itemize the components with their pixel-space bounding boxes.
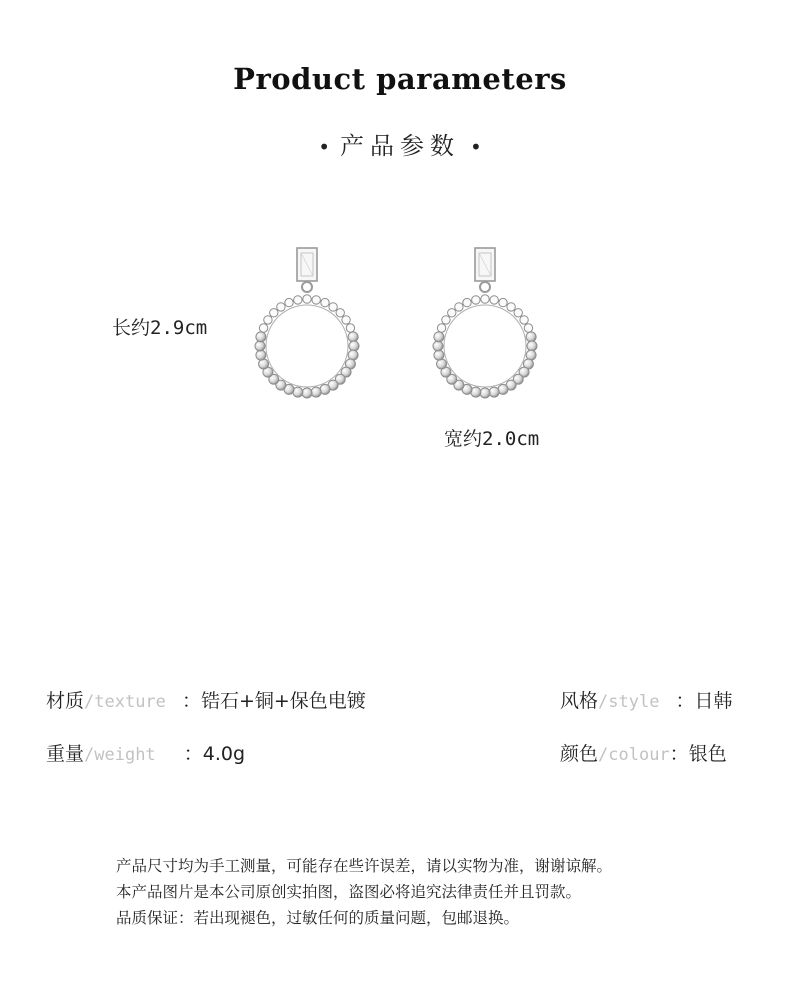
param-label-en: /style xyxy=(598,692,660,712)
notes-block xyxy=(116,853,612,931)
param-label: 颜色 xyxy=(560,743,599,765)
param-colour xyxy=(560,739,727,766)
param-label: 重量 xyxy=(46,743,85,765)
param-value: 4.0g xyxy=(202,743,246,765)
param-weight xyxy=(46,739,245,766)
param-separator: ： xyxy=(181,690,201,712)
param-label-en: /colour xyxy=(598,745,670,765)
param-separator: ： xyxy=(669,743,689,765)
subtitle-text: 产品参数 xyxy=(340,132,460,160)
bullet-left: • xyxy=(318,135,330,159)
param-label: 风格 xyxy=(560,690,599,712)
param-label: 材质 xyxy=(46,690,85,712)
param-style xyxy=(560,686,733,713)
earring-right-image xyxy=(431,245,541,405)
param-label-en: /weight xyxy=(84,745,156,765)
param-separator: ： xyxy=(675,690,695,712)
width-label: 宽约2.0cm xyxy=(444,428,540,450)
note-line: 本产品图片是本公司原创实拍图，盗图必将追究法律责任并且罚款。 xyxy=(116,883,582,901)
page-title: Product parameters xyxy=(233,62,567,96)
param-value: 银色 xyxy=(688,743,727,765)
param-value: 锆石+铜+保色电镀 xyxy=(200,690,366,712)
param-texture xyxy=(46,686,366,713)
length-label: 长约2.9cm xyxy=(112,317,208,339)
note-line: 产品尺寸均为手工测量，可能存在些许误差，请以实物为准，谢谢谅解。 xyxy=(116,857,613,875)
param-value: 日韩 xyxy=(694,690,733,712)
note-line: 品质保证：若出现褪色，过敏任何的质量问题，包邮退换。 xyxy=(116,909,520,927)
section-subtitle xyxy=(0,126,800,161)
param-separator: ： xyxy=(183,743,203,765)
param-label-en: /texture xyxy=(84,692,166,712)
bullet-right: • xyxy=(470,135,482,159)
earring-left-image xyxy=(253,245,363,405)
